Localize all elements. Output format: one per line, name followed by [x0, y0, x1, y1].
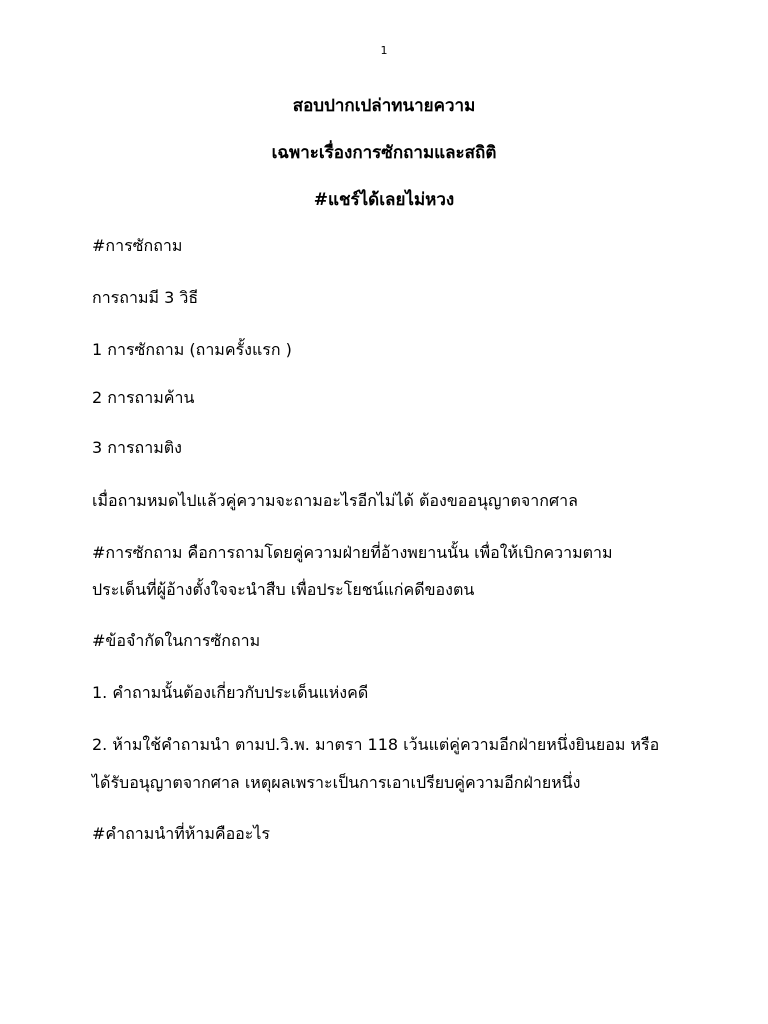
section-heading-questioning: #การซักถาม — [92, 236, 183, 255]
list-item: 2 การถามค้าน — [92, 388, 195, 407]
paragraph-line: ประเด็นที่ผู้อ้างตั้งใจจะนำสืบ เพื่อประโยชน์แก่คดีของตน — [92, 580, 475, 599]
paragraph-line: #การซักถาม คือการถามโดยคู่ความฝ่ายที่อ้างพยานนั้น เพื่อให้เบิกความตาม — [92, 543, 613, 562]
paragraph-line: เมื่อถามหมดไปแล้วคู่ความจะถามอะไรอีกไม่ได้ ต้องขออนุญาตจากศาล — [92, 491, 578, 510]
document-subtitle: เฉพาะเรื่องการซักถามและสถิติ — [271, 143, 497, 163]
page-number: 1 — [380, 44, 388, 57]
list-item: 1. คำถามนั้นต้องเกี่ยวกับประเด็นแห่งคดี — [92, 683, 369, 702]
share-tagline: #แชร์ได้เลยไม่หวง — [313, 190, 455, 210]
document-title: สอบปากเปล่าทนายความ — [292, 96, 476, 116]
section-heading-leading-questions: #คำถามนำที่ห้ามคืออะไร — [92, 824, 271, 843]
paragraph-line: ได้รับอนุญาตจากศาล เหตุผลเพราะเป็นการเอาเปรียบคู่ความอีกฝ่ายหนึ่ง — [92, 773, 581, 792]
paragraph-line: การถามมี 3 วิธี — [92, 288, 199, 307]
section-heading-limits: #ข้อจำกัดในการซักถาม — [92, 631, 261, 650]
list-item: 3 การถามติง — [92, 438, 182, 457]
list-item: 2. ห้ามใช้คำถามนำ ตามป.วิ.พ. มาตรา 118 เว้นแต่คู่ความอีกฝ่ายหนึ่งยินยอม หรือ — [92, 735, 660, 754]
list-item: 1 การซักถาม (ถามครั้งแรก ) — [92, 340, 292, 359]
